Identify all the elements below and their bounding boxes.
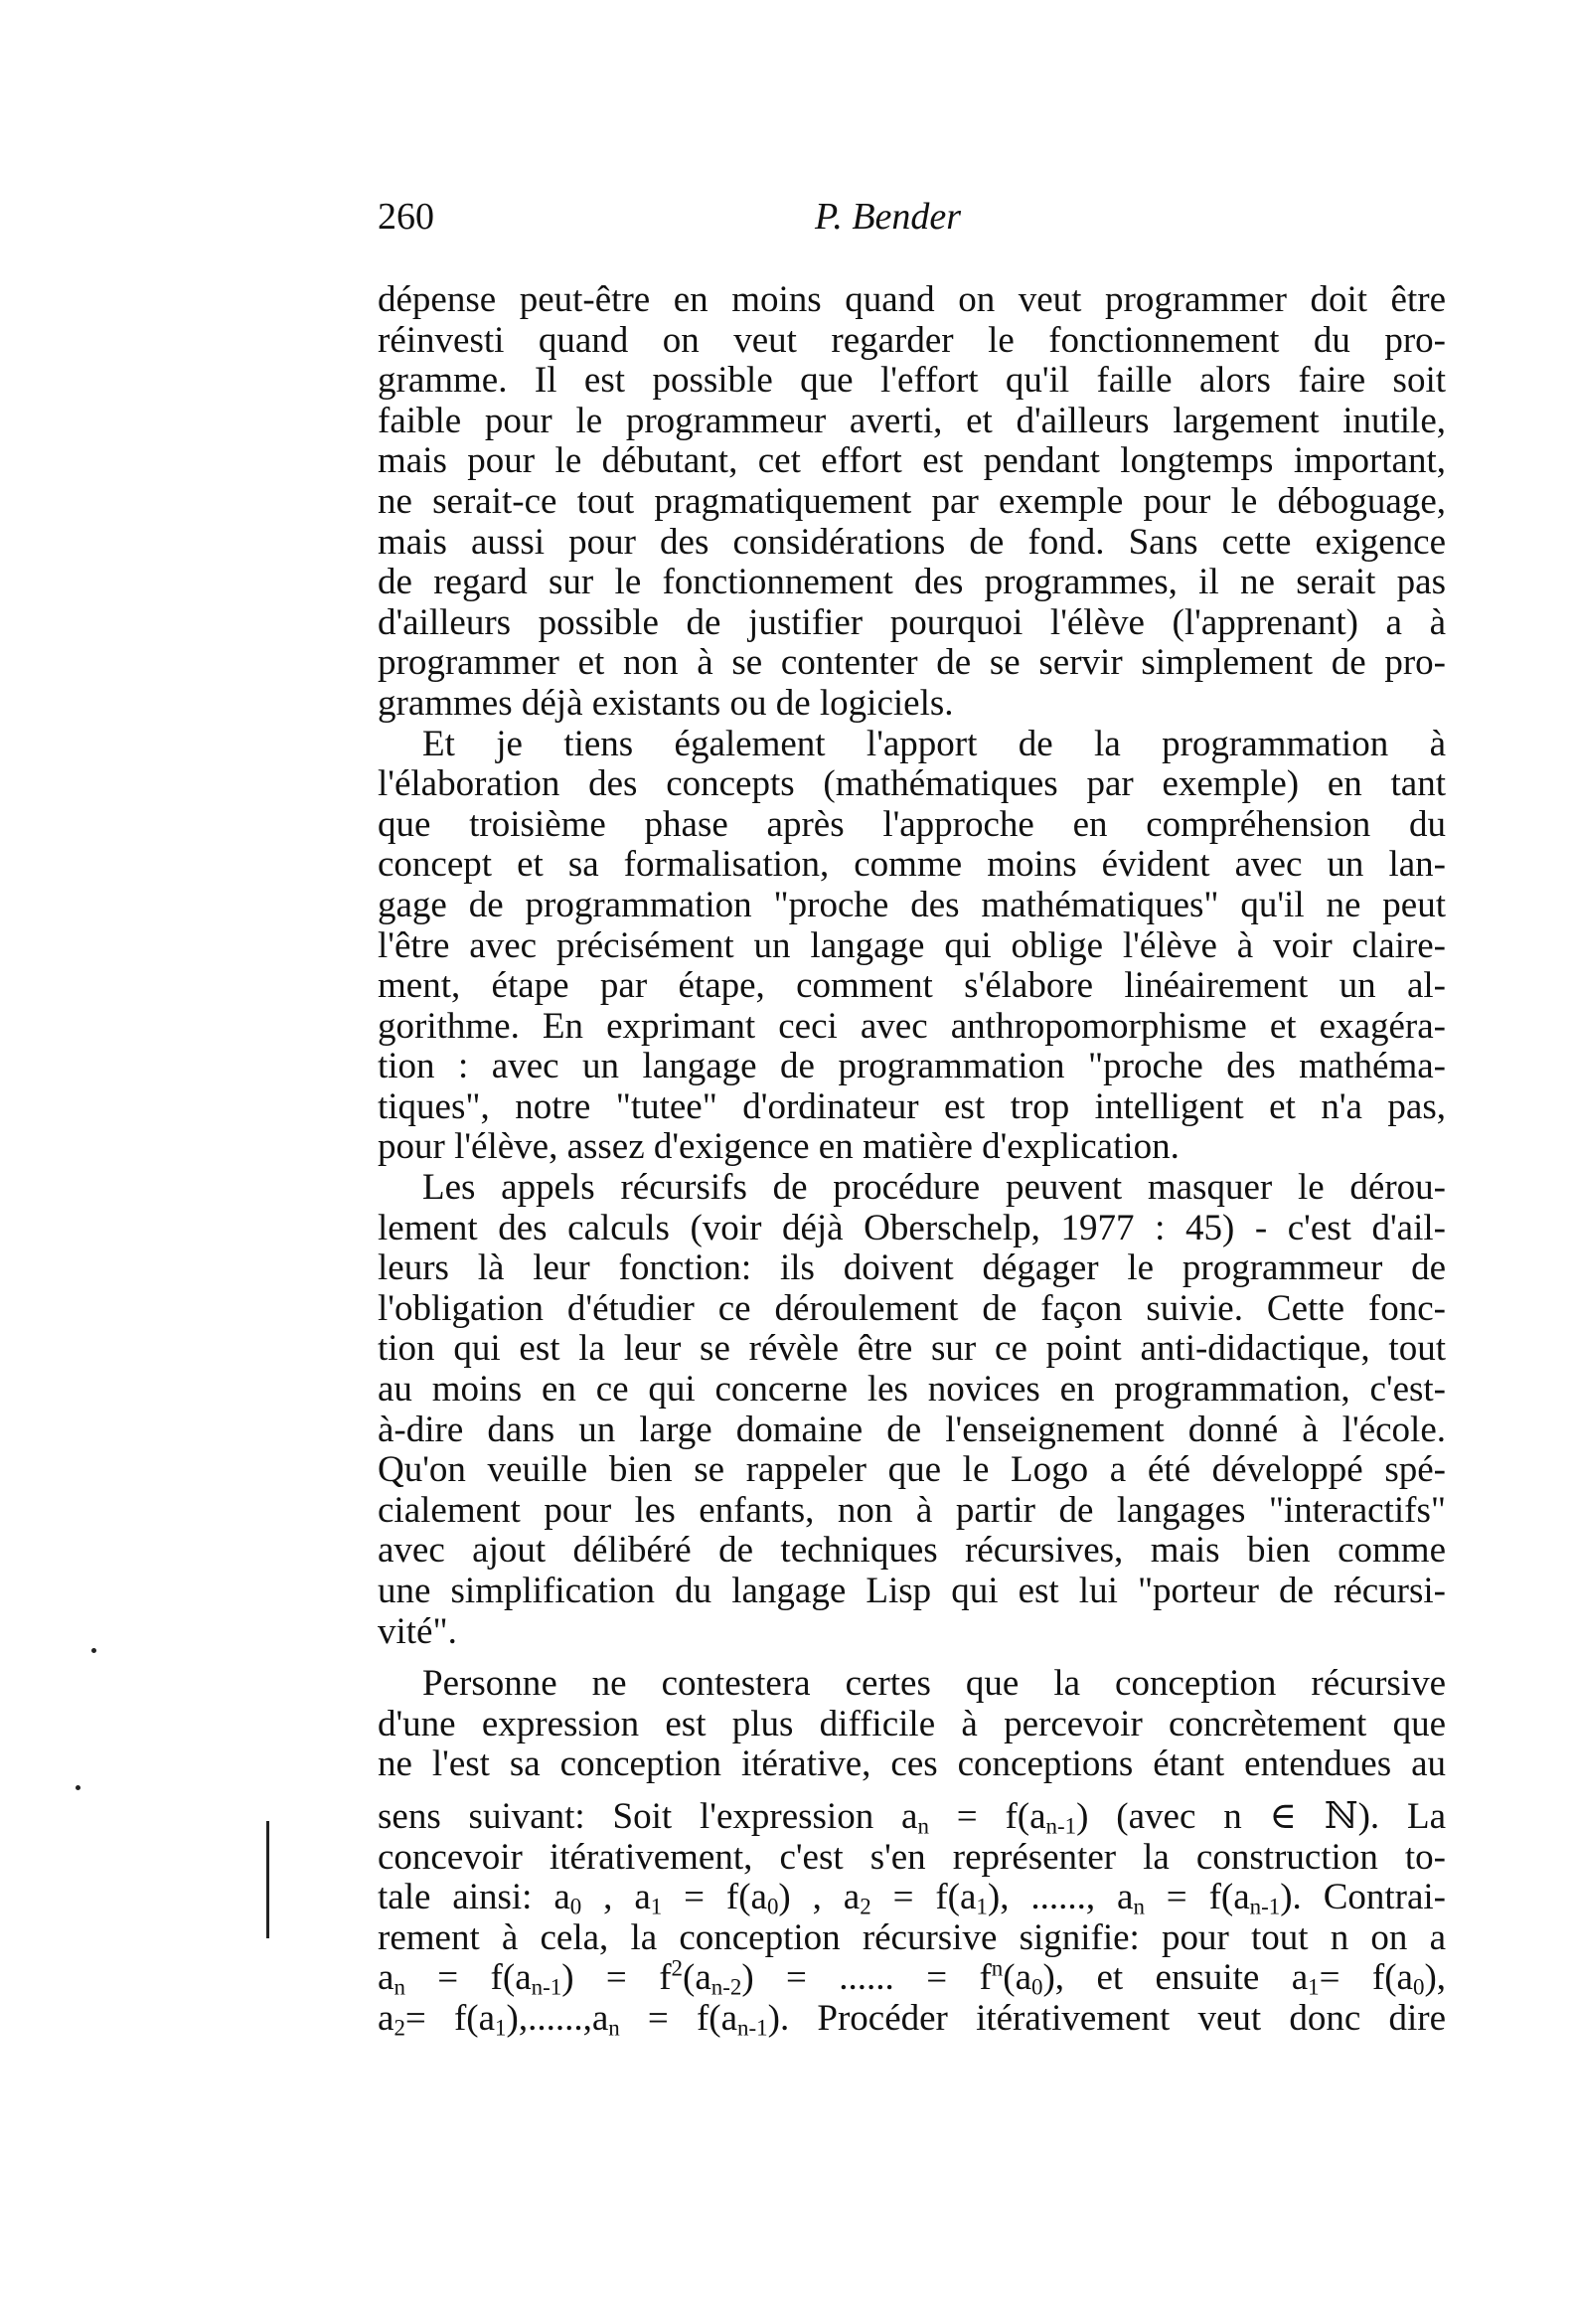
text-line: faible pour le programmeur averti, et d'ailleurs largement inutile, (378, 400, 1446, 441)
text-line: mais aussi pour des considérations de fond. Sans cette exigence (378, 521, 1446, 563)
margin-dot (91, 1648, 96, 1653)
text-line: d'une expression est plus difficile à percevoir concrètement que (378, 1703, 1446, 1744)
text-line: grammes déjà existants ou de logiciels. (378, 682, 954, 724)
math-line: $a_n = f(a_{n-1}) = f^2(a_{n-2})$ = ...... = $f^n(a_0)$, et ensuite $a_1= f(a_0)$, (378, 1955, 1447, 2001)
text-line: d'ailleurs possible de justifier pourquoi l'élève (l'apprenant) a à (378, 601, 1446, 643)
math-line: sens suivant: Soit l'expression $a_n = f(a_{n-1})$ (avec n ∈ ℕ). La (378, 1795, 1447, 1839)
text-line: gorithme. En exprimant ceci avec anthropomorphisme et exagéra- (378, 1005, 1446, 1047)
text-line: tiques", notre "tutee" d'ordinateur est trop intelligent et n'a pas, (378, 1085, 1446, 1127)
text-line: avec ajout délibéré de techniques récursives, mais bien comme (378, 1530, 1446, 1572)
text-line: gramme. Il est possible que l'effort qu'il faille alors faire soit (378, 360, 1446, 402)
text-line: concept et sa formalisation, comme moins évident avec un lan- (378, 844, 1446, 886)
text-line: à-dire dans un large domaine de l'enseignement donné à l'école. (378, 1409, 1446, 1450)
text-line: que troisième phase après l'approche en compréhension du (378, 803, 1446, 845)
text-line: ne serait-ce tout pragmatiquement par exemple pour le déboguage, (378, 480, 1446, 522)
text-line: Personne ne contestera certes que la conception récursive (422, 1663, 1446, 1705)
text-line: lement des calculs (voir déjà Oberschelp, 1977 : 45) - c'est d'ail- (378, 1207, 1446, 1248)
text-line: mais pour le débutant, cet effort est pendant longtemps important, (378, 440, 1446, 482)
text-line: Qu'on veuille bien se rappeler que le Logo a été développé spé- (378, 1449, 1446, 1491)
math-line: concevoir itérativement, c'est s'en représenter la construction to- (378, 1836, 1446, 1878)
text-line: ment, étape par étape, comment s'élabore linéairement un al- (378, 965, 1446, 1007)
text-line: l'élaboration des concepts (mathématiques par exemple) en tant (378, 763, 1446, 805)
text-line: réinvesti quand on veut regarder le fonctionnement du pro- (378, 319, 1446, 361)
text-line: au moins en ce qui concerne les novices en programmation, c'est- (378, 1369, 1446, 1411)
margin-bar (266, 1821, 269, 1938)
text-line: cialement pour les enfants, non à partir de langages "interactifs" (378, 1489, 1446, 1531)
math-line: $a_2= f(a_1),......,a_n = f(a_{n-1})$. Procéder itérativement veut donc dire (378, 1997, 1446, 2041)
page-header (378, 195, 1446, 245)
text-line: tion qui est la leur se révèle être sur ce point anti-didactique, tout (378, 1328, 1446, 1370)
text-line: l'obligation d'étudier ce déroulement de façon suivie. Cette fonc- (378, 1287, 1446, 1329)
text-line: programmer et non à se contenter de se servir simplement de pro- (378, 642, 1446, 684)
text-line: de regard sur le fonctionnement des programmes, il ne serait pas (378, 562, 1446, 603)
text-line: ne l'est sa conception itérative, ces conceptions étant entendues au (378, 1743, 1446, 1785)
text-line: Et je tiens également l'apport de la programmation à (422, 723, 1446, 764)
text-line: gage de programmation "proche des mathématiques" qu'il ne peut (378, 884, 1446, 925)
text-line: l'être avec précisément un langage qui oblige l'élève à voir claire- (378, 924, 1446, 966)
running-head: P. Bender (815, 196, 962, 238)
math-line: rement à cela, la conception récursive signifie: pour tout n on a (378, 1916, 1446, 1958)
text-line: une simplification du langage Lisp qui est lui "porteur de récursi- (378, 1571, 1446, 1611)
body-text (378, 280, 1446, 2040)
page-number: 260 (378, 196, 434, 238)
math-line: tale ainsi: $a_0$ , $a_1 = f(a_0)$ , $a_2 = f(a_1)$, ......, $a_n = f(a_{n-1})$. Contrai- (378, 1877, 1446, 1919)
text-line: Les appels récursifs de procédure peuvent masquer le dérou- (422, 1167, 1446, 1209)
text-line: vité". (378, 1610, 457, 1652)
text-line: leurs là leur fonction: ils doivent dégager le programmeur de (378, 1247, 1446, 1289)
text-line: pour l'élève, assez d'exigence en matière d'explication. (378, 1126, 1180, 1168)
text-line: dépense peut-être en moins quand on veut programmer doit être (378, 279, 1446, 320)
margin-dot (76, 1785, 80, 1790)
text-line: tion : avec un langage de programmation "proche des mathéma- (378, 1046, 1446, 1087)
